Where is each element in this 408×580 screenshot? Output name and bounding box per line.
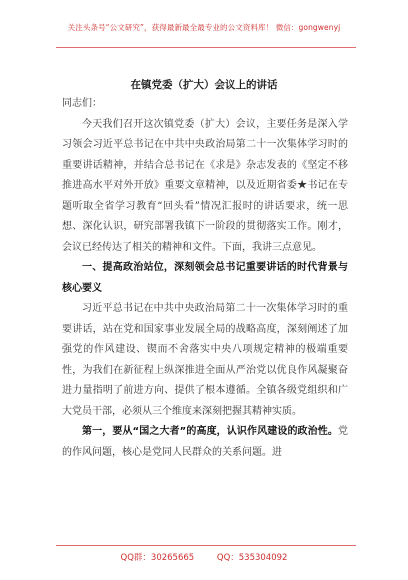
point-1-text: 党的作风问题，核心是党同人民群众的关系问题。进 bbox=[62, 426, 348, 458]
salutation: 同志们： bbox=[62, 98, 102, 109]
section-1-heading: 一、提高政治站位，深刻领会总书记重要讲话的时代背景与核心要义 bbox=[62, 262, 348, 294]
point-1-heading: 第一，要从“国之大者”的高度，认识作风建设的政治性。 bbox=[82, 426, 338, 437]
qq-text: QQ：535304092 bbox=[216, 553, 288, 563]
qq-group-text: QQ群：30265665 bbox=[120, 553, 195, 563]
document-body bbox=[62, 94, 348, 463]
point-1-paragraph bbox=[62, 422, 348, 463]
footer-divider bbox=[56, 545, 356, 546]
header-divider bbox=[56, 47, 356, 48]
intro-paragraph: 今天我们召开这次镇党委（扩大）会议，主要任务是深入学习领会习近平总书记在中共中央政治局第二十一次集体学习时的重要讲话精神，并结合总书记在《求是》杂志发表的《坚定不移推进高水平对外开放》重要文章精神，以及近期省委★书记在专题听取全省学习教育“回头看”情况汇报时的讲话要求，统一思想、深化认识，研究部署我镇下一阶段的贯彻落实工作。刚才，会议已经传达了相关的精神和文件。下面，我讲三点意见。 bbox=[62, 118, 348, 253]
page-footer bbox=[0, 551, 408, 563]
page-header-notice: 关注头条号“公文研究”，获得最新最全最专业的公文资料库！ 微信：gongwenyj bbox=[67, 23, 341, 32]
section-1-paragraph: 习近平总书记在中共中央政治局第二十一次集体学习时的重要讲话，站在党和国家事业发展全局的战略高度，深刻阐述了加强党的作风建设、锲而不舍落实中央八项规定精神的极端重要性，为我们在新征程上纵深推进全面从严治党以优良作风凝聚奋进力量指明了前进方向、提供了根本遵循。全镇各级党组织和广大党员干部，必须从三个维度来深刻把握其精神实质。 bbox=[62, 303, 348, 417]
document-title: 在镇党委（扩大）会议上的讲话 bbox=[130, 79, 278, 91]
